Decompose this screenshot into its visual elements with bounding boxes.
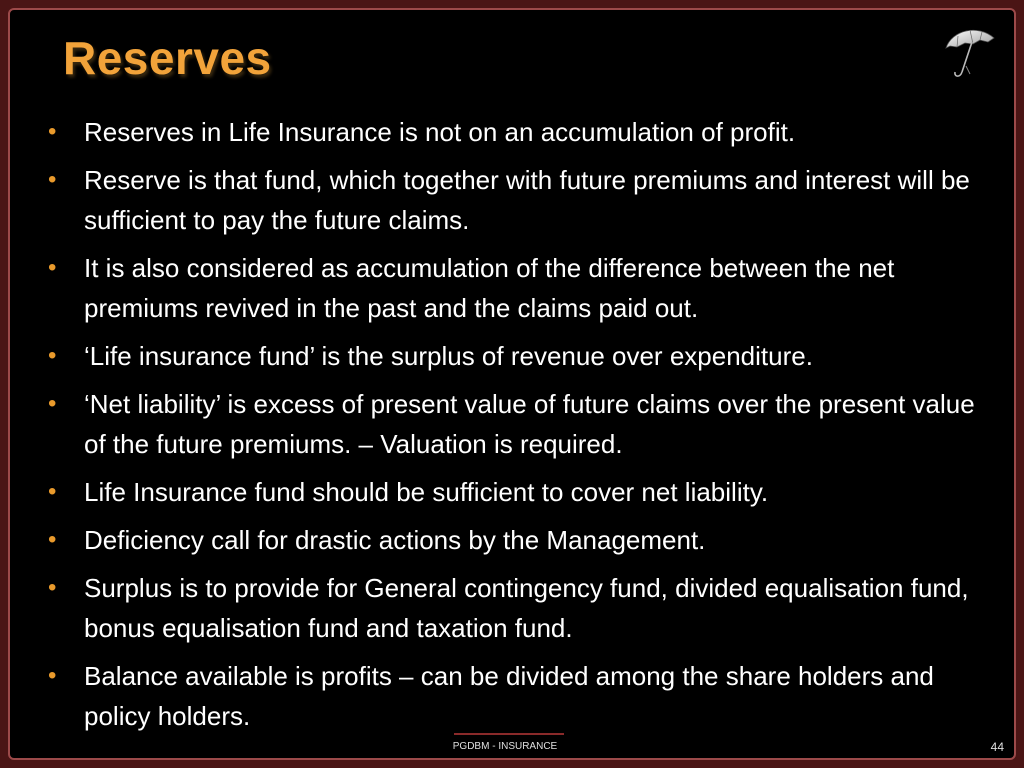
bullet-text: Deficiency call for drastic actions by the Management.	[84, 525, 706, 555]
bullet-item	[44, 112, 980, 152]
bullet-text: ‘Life insurance fund’ is the surplus of revenue over expenditure.	[84, 341, 813, 371]
bullet-marker: •	[48, 478, 57, 505]
bullet-marker: •	[48, 574, 57, 601]
bullet-item	[44, 472, 980, 512]
bullet-marker: •	[48, 662, 57, 689]
bullet-item	[44, 568, 980, 648]
page-number: 44	[990, 740, 1004, 754]
bullet-text: Reserve is that fund, which together with future premiums and interest will be sufficient to pay the future claims.	[84, 165, 970, 235]
umbrella-icon	[940, 22, 1000, 84]
footer-divider	[454, 733, 564, 735]
slide-title: Reserves	[63, 32, 272, 84]
bullet-text: Life Insurance fund should be sufficient to cover net liability.	[84, 477, 769, 507]
bullet-item	[44, 336, 980, 376]
bullet-item	[44, 248, 980, 328]
bullet-marker: •	[48, 390, 57, 417]
bullet-marker: •	[48, 254, 57, 281]
bullet-item	[44, 520, 980, 560]
bullet-marker: •	[48, 526, 57, 553]
footer-text: PGDBM - INSURANCE	[452, 741, 558, 752]
bullet-item	[44, 656, 980, 736]
bullet-text: ‘Net liability’ is excess of present value of future claims over the present value of the future premiums. – Valuation is required.	[84, 389, 975, 459]
bullet-marker: •	[48, 342, 57, 369]
bullet-marker: •	[48, 166, 57, 193]
bullet-item	[44, 160, 980, 240]
bullet-marker: •	[48, 118, 57, 145]
bullet-text: It is also considered as accumulation of the difference between the net premiums revived in the past and the claims paid out.	[84, 253, 895, 323]
bullet-text: Surplus is to provide for General contingency fund, divided equalisation fund, bonus equalisation fund and taxation fund.	[84, 573, 969, 643]
bullet-text: Balance available is profits – can be divided among the share holders and policy holders.	[84, 661, 934, 731]
bullet-item	[44, 384, 980, 464]
bullet-text: Reserves in Life Insurance is not on an accumulation of profit.	[84, 117, 796, 147]
bullet-list	[44, 112, 980, 744]
